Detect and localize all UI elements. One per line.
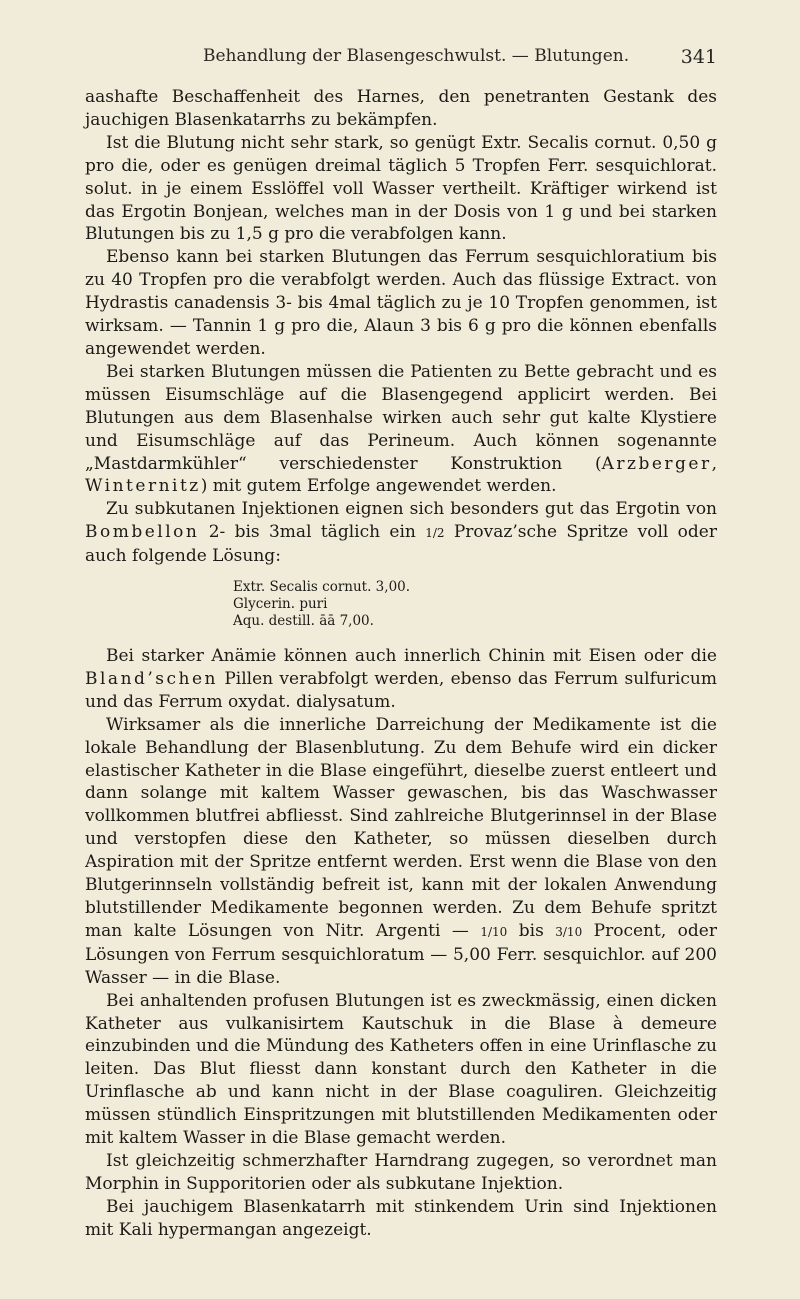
paragraph-secale-dosage: Ist die Blutung nicht sehr stark, so genügt Extr. Secalis cornut. 0,50 g pro die, oder es genügen dreimal täglich 5 Tropfen Ferr. sesquichlorat. solut. in je einem Esslöffel voll Wasser vertheilt. Kräftiger wirkend ist das Ergotin Bonjean, welches man in der Dosis von 1 g und bei starken Blutungen bis zu 1,5 g pro die verabfolgen kann. bbox=[85, 132, 717, 245]
author-name: Winternitz bbox=[85, 476, 201, 497]
paragraph-profuse-bleeding: Bei anhaltenden profusen Blutungen ist es zweckmässig, einen dicken Katheter aus vulkanisirtem Kautschuk in die Blase à demeure einzubinden und die Mündung des Katheters offen in eine Urinflasche zu leiten. Das Blut fliesst dann konstant durch den Katheter in die Urinflasche ab und kann nicht in der Blase coaguliren. Gleichzeitig müssen stündlich Einspritzungen mit blutstillenden Medikamenten oder mit kaltem Wasser in die Blase gemacht werden. bbox=[85, 990, 717, 1149]
page-number: 341 bbox=[680, 46, 717, 68]
paragraph-kali: Bei jauchigem Blasenkatarrh mit stinkendem Urin sind Injektionen mit Kali hypermangan angezeigt. bbox=[85, 1196, 717, 1240]
prescription-formula bbox=[233, 579, 717, 630]
running-title: Behandlung der Blasengeschwulst. — Blutungen. bbox=[203, 46, 630, 66]
text-run: Bei starker Anämie können auch innerlich Chinin mit Eisen oder die bbox=[106, 646, 717, 667]
text-run: Bei starken Blutungen müssen die Patienten zu Bette gebracht und es müssen Eisumschläge auf die Blasengegend applicirt werden. Bei Blutungen aus dem Blasenhalse wirken auch sehr gut kalte Klystiere und Eisumschläge auf das Perineum. Auch können sogenannte „Mastdarmkühler“ verschiedenster Konstruktion ( bbox=[85, 361, 717, 474]
text-run: bis bbox=[507, 920, 556, 941]
text-run: Procent, oder Lösungen von Ferrum sesquichloratum — 5,00 Ferr. sesquichlor. auf 200 Wasser — in die Blase. bbox=[85, 920, 717, 988]
paragraph-local-treatment bbox=[85, 714, 717, 990]
formula-line: Extr. Secalis cornut. 3,00. bbox=[233, 579, 411, 596]
paragraph-bed-rest bbox=[85, 361, 717, 498]
text-run: Provaz’sche Spritze voll oder auch folgende Lösung: bbox=[85, 522, 717, 567]
fraction: 1/2 bbox=[425, 526, 445, 541]
author-name: Bland’schen bbox=[85, 668, 219, 689]
text-run: 2- bis 3mal täglich ein bbox=[199, 522, 426, 543]
paragraph-continuation: aashafte Beschaffenheit des Harnes, den penetranten Gestank des jauchigen Blasenkatarrhs zu bekämpfen. bbox=[85, 87, 717, 130]
author-name: Arzberger bbox=[601, 453, 712, 474]
text-run: ) mit gutem Erfolge angewendet werden. bbox=[200, 476, 557, 497]
formula-line: Glycerin. puri bbox=[233, 596, 328, 613]
text-run: , bbox=[711, 453, 717, 474]
formula-line: Aqu. destill. āā 7,00. bbox=[233, 613, 374, 630]
paragraph-injections bbox=[85, 498, 717, 568]
paragraph-harndrang: Ist gleichzeitig schmerzhafter Harndrang zugegen, so verordnet man Morphin in Supporitorien oder als subkutane Injektion. bbox=[85, 1150, 717, 1194]
text-run: Pillen verabfolgt werden, ebenso das Ferrum sulfuricum und das Ferrum oxydat. dialysatum. bbox=[85, 668, 717, 712]
paragraph-anaemia bbox=[85, 645, 717, 714]
text-run: Zu subkutanen Injektionen eignen sich besonders gut das Ergotin von bbox=[106, 499, 717, 520]
author-name: Bombellon bbox=[85, 522, 200, 543]
running-header bbox=[85, 46, 717, 72]
fraction: 1/10 bbox=[480, 924, 508, 939]
text-run: Wirksamer als die innerliche Darreichung der Medikamente ist die lokale Behandlung der Blasenblutung. Zu dem Behufe wird ein dicker elastischer Katheter in die Blase eingeführt, dieselbe zuerst entleert und dann solange mit kaltem Wasser gewaschen, bis das Waschwasser vollkommen blutfrei abfliesst. Sind zahlreiche Blutgerinnsel in der Blase und verstopfen diese den Katheter, so müssen dieselben durch Aspiration mit der Spritze entfernt werden. Erst wenn die Blase von den Blutgerinnseln vollständig befreit ist, kann mit der lokalen Anwendung blutstillender Medikamente begonnen werden. Zu dem Behufe spritzt man kalte Lösungen von Nitr. Argenti — bbox=[85, 714, 717, 941]
fraction: 3/10 bbox=[555, 924, 583, 939]
paragraph-ferrum-hydrastis: Ebenso kann bei starken Blutungen das Ferrum sesquichloratium bis zu 40 Tropfen pro die verabfolgt werden. Auch das flüssige Extract. von Hydrastis canadensis 3- bis 4mal täglich zu je 10 Tropfen genommen, ist wirksam. — Tannin 1 g pro die, Alaun 3 bis 6 g pro die können ebenfalls angewendet werden. bbox=[85, 247, 717, 359]
body-text bbox=[85, 86, 717, 1242]
